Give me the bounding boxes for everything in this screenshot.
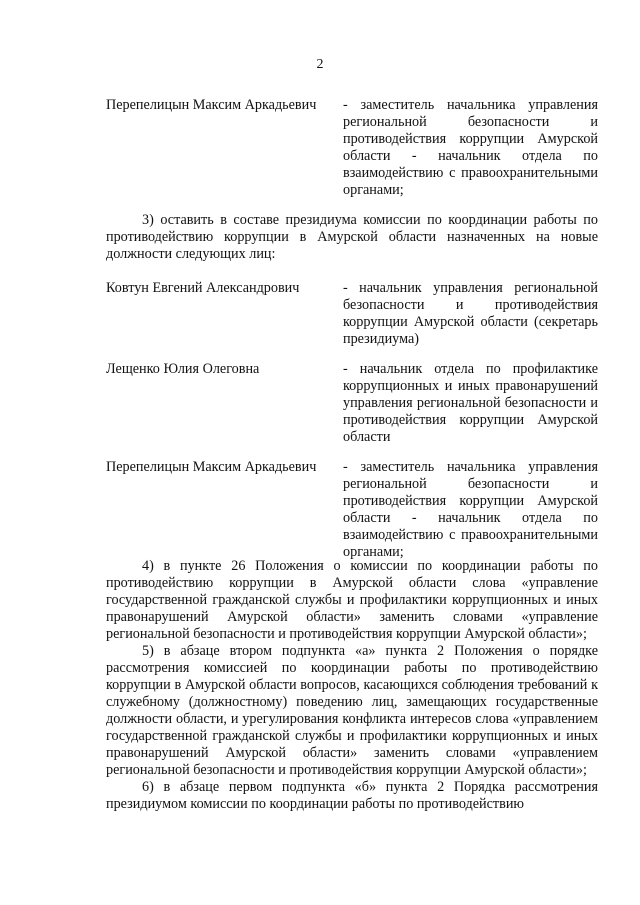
person-name: Перепелицын Максим Аркадьевич	[106, 459, 317, 475]
paragraph-items-4-6	[106, 558, 598, 813]
item-5-text: 5) в абзаце втором подпункта «а» пункта 2 Положения о порядке рассмотрения комиссией по координации работы по противодействию коррупции в Амурской области вопросов, касающихся соблюдения требований к служебному (должностному) поведению лиц, замещающих государственные должности области, и урегулирования конфликта интересов слова «управлением государственной гражданской службы и профилактики коррупционных и иных правонарушений Амурской области» заменить словами «управлением региональной безопасности и противодействия коррупции Амурской области»;	[106, 643, 598, 778]
item-3-text: 3) оставить в составе президиума комиссии по координации работы по противодействию коррупции в Амурской области назначенных на новые должности следующих лиц:	[106, 212, 598, 262]
item-6-text: 6) в абзаце первом подпункта «б» пункта 2 Порядка рассмотрения президиумом комиссии по координации работы по противодействию	[106, 779, 598, 812]
person-position: - заместитель начальника управления региональной безопасности и противодействия коррупции Амурской области - начальник отдела по взаимодействию с правоохранительными органами;	[343, 97, 598, 198]
person-position: - начальник отдела по профилактике коррупционных и иных правонарушений управления региональной безопасности и противодействия коррупции Амурской области	[343, 361, 598, 445]
person-position: - начальник управления региональной безопасности и противодействия коррупции Амурской области (секретарь президиума)	[343, 280, 598, 347]
page-number: 2	[316, 57, 324, 72]
person-name: Лещенко Юлия Олеговна	[106, 361, 260, 377]
person-position: - заместитель начальника управления региональной безопасности и противодействия коррупции Амурской области - начальник отдела по взаимодействию с правоохранительными органами;	[343, 459, 598, 560]
person-name: Перепелицын Максим Аркадьевич	[106, 97, 317, 113]
item-4-text: 4) в пункте 26 Положения о комиссии по координации работы по противодействию коррупции в Амурской области слова «управление государственной гражданской службы и профилактики коррупционных и иных правонарушений Амурской области» заменить словами «управление региональной безопасности и противодействия коррупции Амурской области»;	[106, 558, 598, 642]
paragraph-item-3	[106, 212, 598, 263]
person-name: Ковтун Евгений Александрович	[106, 280, 300, 296]
